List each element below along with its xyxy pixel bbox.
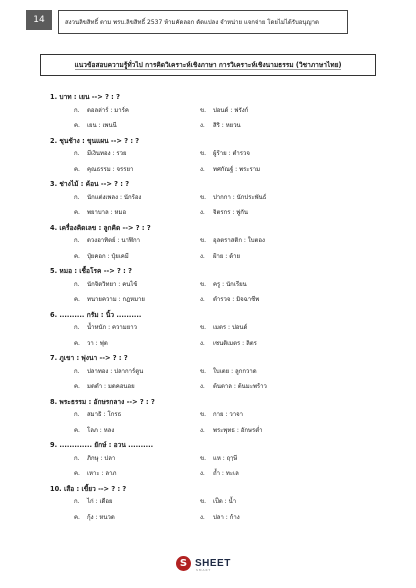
question-stem: 2. ชุนช้าง : ขุนแผน --> ? : ?	[50, 136, 140, 145]
option-label: ข.	[200, 106, 207, 114]
option-row	[50, 190, 380, 206]
option-label: ข.	[200, 324, 207, 332]
option-text: แห : ฤๅษี	[213, 454, 238, 462]
answer-option[interactable]	[50, 121, 200, 131]
option-row	[50, 495, 380, 511]
option-label: ง.	[200, 209, 205, 217]
answer-option[interactable]	[200, 106, 350, 116]
answer-option[interactable]	[200, 410, 350, 420]
answer-option[interactable]	[50, 497, 200, 507]
option-row	[50, 451, 380, 467]
option-text: เหาะ : ลาภ	[87, 470, 117, 478]
option-text: ต้นตาล : ต้นมะพร้าว	[213, 383, 267, 391]
option-label: ข.	[200, 150, 207, 158]
option-row	[50, 380, 380, 396]
question-stem: 10. เสือ : เขี้ยว --> ? : ?	[50, 484, 127, 493]
option-row	[50, 103, 380, 119]
answer-option[interactable]	[50, 513, 200, 523]
option-label: ง.	[200, 426, 205, 434]
answer-option[interactable]	[200, 497, 350, 507]
answer-option[interactable]	[200, 339, 350, 349]
answer-option[interactable]	[50, 295, 200, 305]
question-item	[50, 265, 380, 309]
option-row	[50, 423, 380, 439]
option-text: ปลาทอง : ปลาการ์ตูน	[87, 367, 144, 375]
answer-option[interactable]	[200, 426, 350, 436]
answer-option[interactable]	[50, 236, 200, 246]
option-label: ค.	[74, 383, 80, 391]
option-label: ค.	[74, 470, 80, 478]
option-row	[50, 467, 380, 483]
answer-option[interactable]	[50, 426, 200, 436]
option-label: ค.	[74, 209, 80, 217]
question-stem: 3. ช่างไม้ : ค้อน --> ? : ?	[50, 180, 130, 188]
question-stem: 5. หมอ : เชื้อโรค --> ? : ?	[50, 267, 132, 275]
option-label: ข.	[200, 367, 207, 375]
option-label: ก.	[74, 280, 80, 288]
answer-option[interactable]	[200, 121, 350, 131]
answer-option[interactable]	[200, 367, 350, 377]
option-label: ข.	[200, 193, 207, 201]
option-row	[50, 364, 380, 380]
option-text: คุณธรรม : จรรยา	[87, 165, 134, 173]
question-item	[50, 222, 380, 266]
section-title	[40, 54, 376, 76]
option-text: ครู : นักเรียน	[213, 280, 247, 288]
question-item	[50, 135, 380, 179]
question-stem: 1. บาท : เยน --> ? : ?	[50, 93, 120, 101]
question-item	[50, 352, 380, 396]
question-item	[50, 483, 380, 527]
publisher-logo	[176, 556, 231, 571]
answer-option[interactable]	[50, 280, 200, 290]
option-text: ทนายความ : กฎหมาย	[87, 296, 145, 304]
option-label: ค.	[74, 426, 80, 434]
answer-option[interactable]	[50, 208, 200, 218]
option-text: ปอนด์ : ฟรังก์	[213, 106, 249, 114]
logo-text: SHEET	[195, 558, 231, 569]
option-row	[50, 510, 380, 526]
option-row	[50, 408, 380, 424]
option-label: ข.	[200, 411, 207, 419]
option-label: ง.	[200, 165, 205, 173]
option-text: ปุ๋ยคอก : ปุ๋ยเคมี	[87, 252, 129, 260]
option-label: ข.	[200, 498, 207, 506]
option-row	[50, 206, 380, 222]
answer-option[interactable]	[200, 149, 350, 159]
answer-option[interactable]	[200, 193, 350, 203]
option-text: ตำรวจ : มิจฉาชีพ	[213, 296, 260, 304]
option-label: ก.	[74, 454, 80, 462]
answer-option[interactable]	[50, 382, 200, 392]
answer-option[interactable]	[50, 149, 200, 159]
option-label: ค.	[74, 513, 80, 521]
copyright-notice: สงวนลิขสิทธิ์ ตาม พรบ.ลิขสิทธิ์ 2537 ห้ามคัดลอก ดัดแปลง จำหน่าย แจกจ่าย โดยไม่ได้รับอนุญาต	[58, 10, 348, 34]
answer-option[interactable]	[200, 165, 350, 175]
option-text: เป็ด : น้ำ	[213, 498, 237, 506]
option-label: ก.	[74, 411, 80, 419]
option-label: ง.	[200, 383, 205, 391]
option-row	[50, 234, 380, 250]
answer-option[interactable]	[200, 513, 350, 523]
option-label: ก.	[74, 367, 80, 375]
option-text: กุ้ง : หนวด	[87, 513, 115, 521]
question-item	[50, 309, 380, 353]
option-label: ง.	[200, 296, 205, 304]
option-text: มีเงินทอง : รวย	[87, 150, 127, 158]
option-text: ดอลล่าร์ : มาร์ค	[87, 106, 129, 114]
option-label: ข.	[200, 237, 207, 245]
question-stem: 7. ภูเขา : พุ่งนา --> ? : ?	[50, 354, 128, 362]
answer-option[interactable]	[50, 469, 200, 479]
option-text: เซนติเมตร : ลิตร	[213, 339, 257, 347]
option-label: ค.	[74, 252, 80, 260]
option-label: ก.	[74, 237, 80, 245]
option-text: ใบเตย : ลูกกวาด	[213, 367, 257, 375]
option-text: จิตรกร : พู่กัน	[213, 209, 249, 217]
option-row	[50, 321, 380, 337]
option-text: พยาบาล : หมอ	[87, 209, 127, 217]
question-stem: 4. เครื่องคิดเลข : ลูกคิด --> ? : ?	[50, 223, 151, 232]
question-list	[50, 91, 380, 526]
option-row	[50, 277, 380, 293]
answer-option[interactable]	[50, 367, 200, 377]
option-text: ภิกษุ : ปลา	[87, 454, 116, 462]
option-row	[50, 147, 380, 163]
option-text: นักแต่งเพลง : นักร้อง	[87, 193, 142, 201]
option-text: เมตร : ปอนด์	[213, 324, 248, 332]
option-row	[50, 293, 380, 309]
option-text: สมาธิ : โกรธ	[87, 411, 122, 419]
option-label: ง.	[200, 339, 205, 347]
option-label: ค.	[74, 296, 80, 304]
option-text: อุลตราสติก : ใบตอง	[213, 237, 265, 245]
answer-option[interactable]	[200, 236, 350, 246]
option-text: ไก่ : เดือย	[87, 498, 113, 506]
answer-option[interactable]	[200, 295, 350, 305]
option-label: ก.	[74, 106, 80, 114]
option-text: ถ้ำ : ทะเล	[213, 470, 239, 478]
option-text: โลภ : หลง	[87, 426, 115, 434]
option-text: ทศกัณฐ์ : พระราม	[213, 165, 261, 173]
option-label: ง.	[200, 513, 205, 521]
question-item	[50, 178, 380, 222]
answer-option[interactable]	[200, 454, 350, 464]
option-label: ก.	[74, 498, 80, 506]
option-label: ก.	[74, 324, 80, 332]
option-text: ฝ้าย : ด้าย	[213, 252, 241, 260]
answer-option[interactable]	[50, 106, 200, 116]
option-row	[50, 336, 380, 352]
question-item	[50, 91, 380, 135]
option-row	[50, 119, 380, 135]
answer-option[interactable]	[200, 323, 350, 333]
answer-option[interactable]	[200, 208, 350, 218]
logo-mark-icon: S	[176, 556, 191, 571]
question-stem: 9. ............. ยักษ์ : อวน ..........	[50, 441, 154, 449]
option-text: ผู้ร้าย : ตำรวจ	[213, 150, 250, 158]
option-text: สิริ : หยวน	[213, 122, 241, 130]
logo-subtext: SMART	[196, 568, 212, 572]
answer-option[interactable]	[200, 469, 350, 479]
option-text: ดวงอาทิตย์ : นาฬิกา	[87, 237, 140, 245]
option-label: ง.	[200, 252, 205, 260]
option-text: น้ำหนัก : ความยาว	[87, 324, 137, 332]
section-title-text: แนวข้อสอบความรู้ทั่วไป การคิดวิเคราะห์เชิงภาษา การวิเคราะห์เชิงนามธรรม (วิชาภาษาไทย)	[74, 61, 342, 69]
answer-option[interactable]	[50, 454, 200, 464]
answer-option[interactable]	[200, 382, 350, 392]
question-stem: 8. พระธรรม : อักษรกลาง --> ? : ?	[50, 397, 155, 406]
option-label: ข.	[200, 280, 207, 288]
option-label: ค.	[74, 165, 80, 173]
option-row	[50, 249, 380, 265]
question-item	[50, 439, 380, 483]
option-label: ข.	[200, 454, 207, 462]
option-label: ก.	[74, 150, 80, 158]
option-text: เยน : เพนนี	[87, 122, 117, 130]
page-number: 14	[26, 10, 52, 30]
option-label: ง.	[200, 470, 205, 478]
answer-option[interactable]	[200, 280, 350, 290]
answer-option[interactable]	[50, 323, 200, 333]
answer-option[interactable]	[200, 252, 350, 262]
answer-option[interactable]	[50, 165, 200, 175]
option-text: มดดำ : มดคอนอย	[87, 383, 135, 391]
option-label: ง.	[200, 122, 205, 130]
option-row	[50, 162, 380, 178]
answer-option[interactable]	[50, 193, 200, 203]
option-label: ค.	[74, 339, 80, 347]
answer-option[interactable]	[50, 410, 200, 420]
option-text: พระพุทธ : อักษรต่ำ	[213, 426, 263, 434]
option-text: นักจิตวิทยา : คนไข้	[87, 280, 138, 288]
question-item	[50, 396, 380, 440]
option-label: ก.	[74, 193, 80, 201]
option-text: กาย : วาจา	[213, 411, 243, 419]
answer-option[interactable]	[50, 339, 200, 349]
answer-option[interactable]	[50, 252, 200, 262]
option-text: ปลา : ก้าง	[213, 513, 240, 521]
question-stem: 6. .......... กรัม : นิ้ว ..........	[50, 310, 142, 319]
option-text: วา : ฟุต	[87, 339, 108, 347]
option-label: ค.	[74, 122, 80, 130]
option-text: ปากกา : นักประพันธ์	[213, 193, 267, 201]
